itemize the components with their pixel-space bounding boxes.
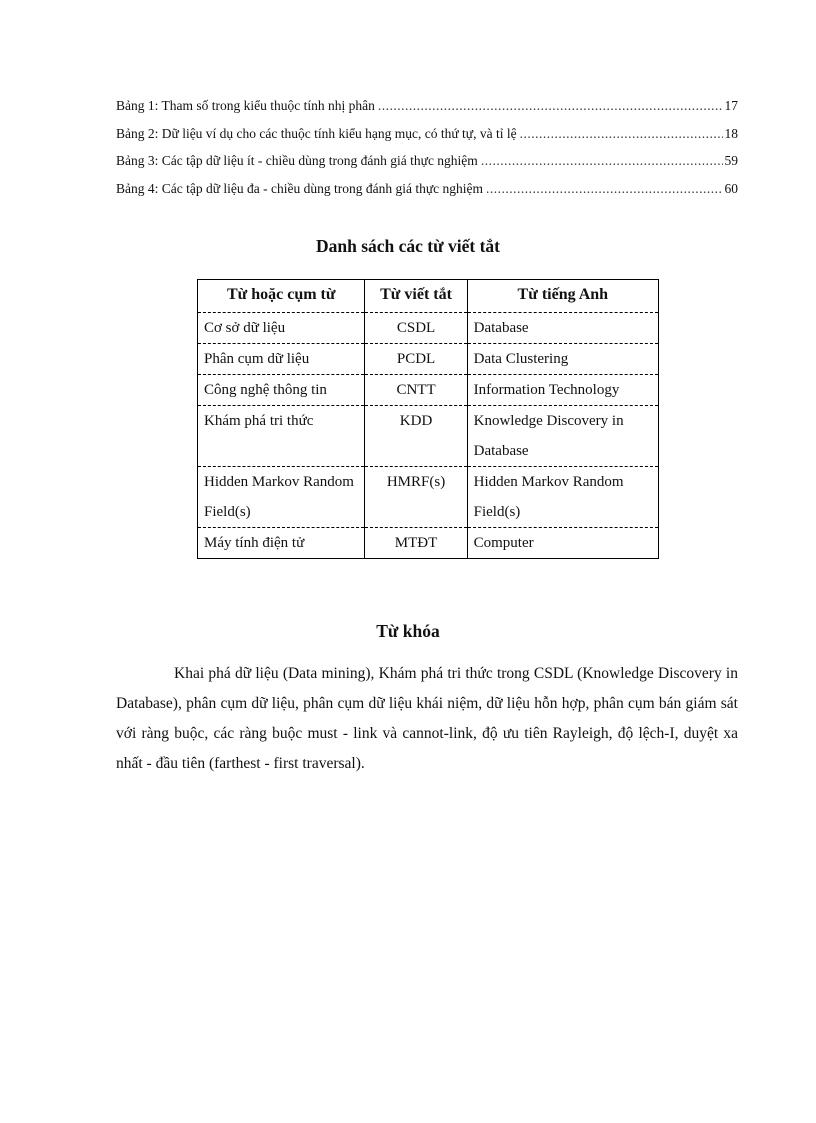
cell-term: Máy tính điện tử	[198, 528, 365, 559]
toc-page-number: 17	[724, 98, 738, 113]
cell-term: Hidden Markov Random Field(s)	[198, 467, 365, 528]
cell-english: Hidden Markov Random Field(s)	[467, 467, 658, 528]
keywords-title: Từ khóa	[376, 621, 440, 641]
header-abbreviation: Từ viết tắt	[365, 280, 467, 313]
toc-page-number: 60	[724, 180, 738, 196]
cell-term: Khám phá tri thức	[198, 406, 365, 467]
toc-dot-leader	[481, 147, 723, 175]
toc-entry[interactable]	[116, 147, 738, 175]
cell-term: Công nghệ thông tin	[198, 375, 365, 406]
table-header-row	[198, 280, 659, 313]
toc-page-number: 59	[724, 153, 738, 168]
table-row	[198, 344, 659, 375]
cell-term: Cơ sở dữ liệu	[198, 313, 365, 344]
cell-abbreviation: CNTT	[365, 375, 467, 406]
table-row	[198, 528, 659, 559]
table-row	[198, 375, 659, 406]
cell-english: Computer	[467, 528, 658, 559]
toc-dot-leader	[520, 120, 723, 148]
table-of-tables	[116, 92, 738, 202]
cell-term: Phân cụm dữ liệu	[198, 344, 365, 375]
toc-dot-leader	[486, 175, 722, 203]
toc-entry-text: Bảng 3: Các tập dữ liệu ít - chiều dùng trong đánh giá thực nghiệm	[116, 153, 478, 168]
abbreviations-title: Danh sách các từ viết tắt	[315, 236, 500, 256]
abbreviations-table	[197, 279, 659, 559]
toc-page-number: 18	[724, 125, 738, 141]
toc-entry[interactable]	[116, 120, 738, 148]
cell-abbreviation: CSDL	[365, 313, 467, 344]
table-row	[198, 467, 659, 528]
cell-abbreviation: MTĐT	[365, 528, 467, 559]
keywords-paragraph: Khai phá dữ liệu (Data mining), Khám phá tri thức trong CSDL (Knowledge Discovery in Database), phân cụm dữ liệu, phân cụm dữ liệu khái niệm, dữ liệu hỗn hợp, phân cụm bán giám sát với ràng buộc, các ràng buộc must - link và cannot-link, độ ưu tiên Rayleigh, độ lệch-I, duyệt xa nhất - đầu tiên (farthest - first traversal).	[116, 665, 738, 772]
header-english: Từ tiếng Anh	[467, 280, 658, 313]
header-term: Từ hoặc cụm từ	[198, 280, 365, 313]
cell-abbreviation: HMRF(s)	[365, 467, 467, 528]
toc-entry[interactable]	[116, 175, 738, 203]
toc-entry-text: Bảng 1: Tham số trong kiểu thuộc tính nhị phân	[116, 98, 375, 113]
toc-entry-text: Bảng 4: Các tập dữ liệu đa - chiều dùng trong đánh giá thực nghiệm	[116, 180, 484, 196]
cell-abbreviation: PCDL	[365, 344, 467, 375]
toc-entry-text: Bảng 2: Dữ liệu ví dụ cho các thuộc tính kiểu hạng mục, có thứ tự, và tỉ lệ	[116, 125, 517, 141]
cell-english: Data Clustering	[467, 344, 658, 375]
cell-abbreviation: KDD	[365, 406, 467, 467]
toc-entry[interactable]	[116, 92, 738, 120]
toc-dot-leader	[378, 92, 723, 120]
cell-english: Database	[467, 313, 658, 344]
cell-english: Information Technology	[467, 375, 658, 406]
table-row	[198, 313, 659, 344]
table-row	[198, 406, 659, 467]
cell-english: Knowledge Discovery in Database	[467, 406, 658, 467]
